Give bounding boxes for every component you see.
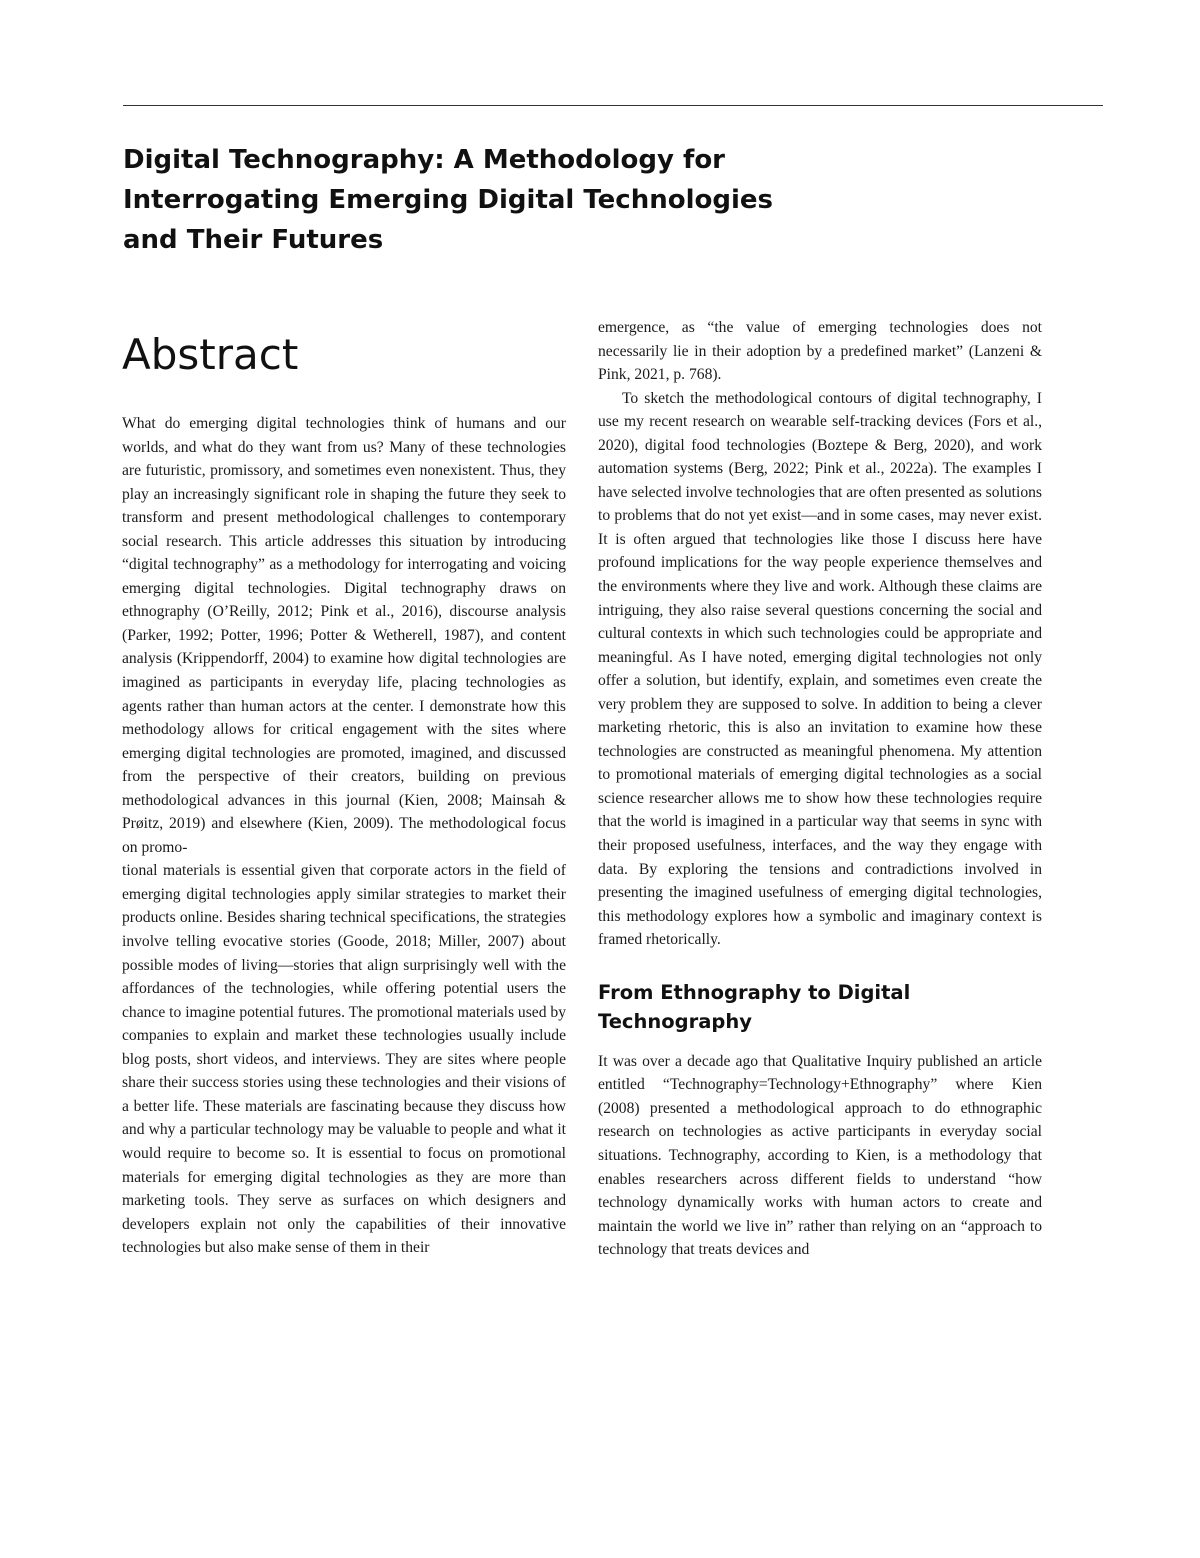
body-paragraph: To sketch the methodological contours of digital technography, I use my recent research on wearable self-tracking devices (Fors et al., 2020), digital food technologies (Boztepe & Berg, 2020), and work automation systems (Berg, 2022; Pink et al., 2022a). The examples I have selected involve technologies that are often presented as solutions to problems that do not yet exist—and in some cases, may never exist. It is often argued that technologies like those I discuss here have profound implications for the way people experience themselves and the environments where they live and work. Although these claims are intriguing, they also raise several questions concerning the social and cultural contexts in which such technologies could be appropriate and meaningful. As I have noted, emerging digital technologies not only offer a solution, but identify, explain, and sometimes even create the very problem they are supposed to solve. In addition to being a clever marketing rhetoric, this is also an invitation to examine how these technologies are constructed as meaningful phenomena. My attention to promotional materials of emerging digital technologies as a social science researcher allows me to show how these technologies require that the world is imagined in a particular way that seems in sync with their proposed usefulness, interfaces, and the way they engage with data. By exploring the tensions and contradictions involved in presenting the imagined usefulness of emerging digital technologies, this methodology explores how a symbolic and imaginary context is framed rhetorically. xyxy=(598,389,1042,949)
body-paragraph-continuation: emergence, as “the value of emerging technologies does not necessarily lie in their adoption by a predefined market” (Lanzeni & Pink, 2021, p. 768). xyxy=(598,319,1042,384)
abstract-paragraph-1: What do emerging digital technologies think of humans and our worlds, and what do they want from us? Many of these technologies are futuristic, promissory, and sometimes even nonexistent. Thus, they play an increasingly significant role in shaping the future they seek to transform and present methodological challenges to contemporary social research. This article addresses this situation by introducing “digital technography” as a methodology for interrogating and voicing emerging digital technologies. Digital technography draws on ethnography (O’Reilly, 2012; Pink et al., 2016), discourse analysis (Parker, 1992; Potter, 1996; Potter & Wetherell, 1987), and content analysis (Krippendorff, 2004) to examine how digital technologies are imagined as participants in everyday life, placing technologies as agents rather than human actors at the center. I demonstrate how this methodology allows for critical engagement with the sites where emerging digital technologies are promoted, imagined, and discussed from the perspective of their creators, building on previous methodological advances in this journal (Kien, 2008; Mainsah & Prøitz, 2019) and elsewhere (Kien, 2009). The methodological focus on promo- xyxy=(122,415,566,856)
abstract-paragraph-2: tional materials is essential given that corporate actors in the field of emerging digital technologies apply similar strategies to market their products online. Besides sharing technical specifications, the strategies involve telling evocative stories (Goode, 2018; Miller, 2007) about possible modes of living—stories that align surprisingly well with the affordances of the technologies, while offering potential users the chance to imagine potential futures. The promotional materials used by companies to explain and market these technologies usually include blog posts, short videos, and interviews. They are sites where people share their success stories using these technologies and their visions of a better life. These materials are fascinating because they discuss how and why a particular technology may be valuable to people and what it would require to become so. It is essential to focus on promotional materials for emerging digital technologies as they are more than marketing tools. They serve as surfaces on which designers and developers explain not only the capabilities of their innovative technologies but also make sense of them in their xyxy=(122,862,567,1257)
section-paragraph: It was over a decade ago that Qualitative Inquiry published an article entitled “Technography=Technology+Ethnography” where Kien (2008) presented a methodological approach to do ethnographic research on technologies as active participants in everyday social situations. Technography, according to Kien, is a methodology that enables researchers across different fields to understand “how technology dynamically works with human actors to create and maintain the world we live in” rather than relying on an “approach to technology that treats devices and xyxy=(598,1052,1042,1259)
abstract-heading: Abstract xyxy=(122,330,299,379)
section-heading: From Ethnography to Digital Technography xyxy=(598,980,911,1033)
article-title: Digital Technography: A Methodology for Interrogating Emerging Digital Technologies and Their Futures xyxy=(123,145,773,255)
right-column xyxy=(598,316,1042,1262)
left-column xyxy=(122,320,566,1260)
header-rule xyxy=(123,105,1103,106)
